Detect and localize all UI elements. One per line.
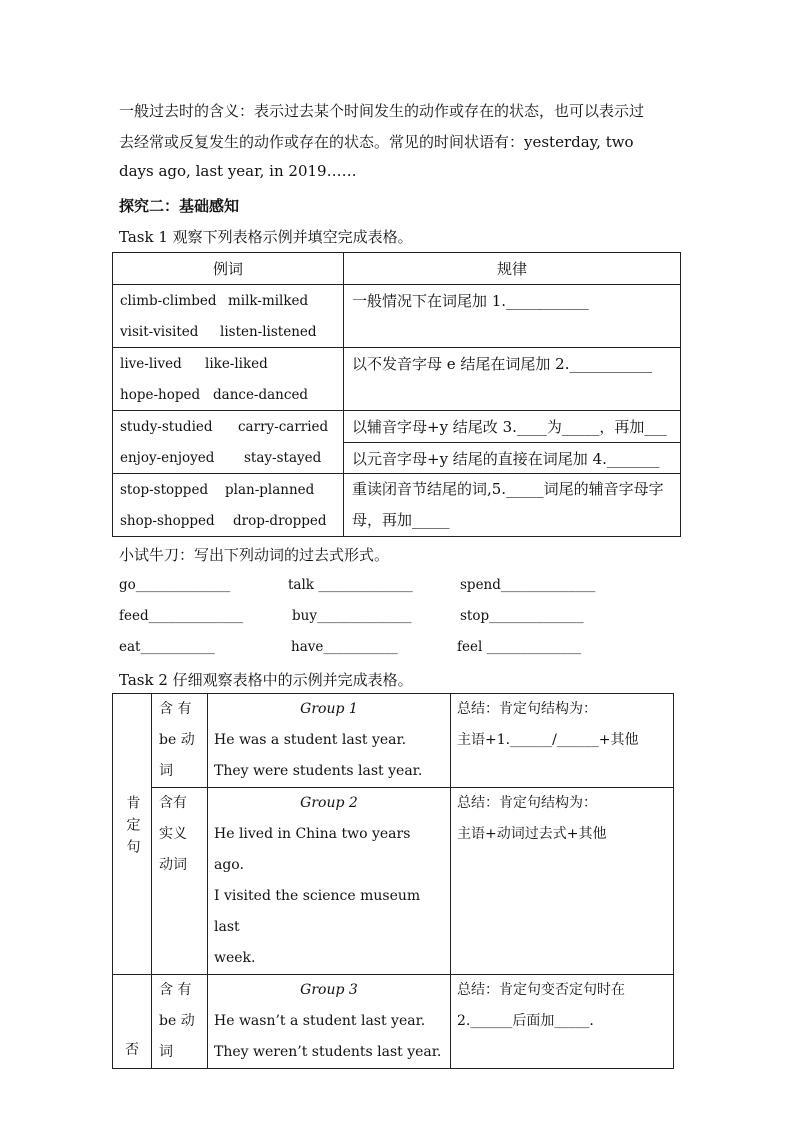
example-sentence: They weren’t students last year. — [214, 1044, 442, 1060]
table-row — [113, 694, 674, 788]
practice-item: talk ______________ — [288, 577, 413, 593]
task2-table — [112, 693, 674, 1069]
task2-title: Task 2 仔细观察表格中的示例并完成表格。 — [119, 671, 413, 689]
word-pair: drop-dropped — [233, 512, 327, 529]
category-line: 含有 — [159, 795, 187, 811]
section-heading: 探究二：基础感知 — [119, 197, 240, 215]
word-pair: enjoy-enjoyed — [120, 449, 215, 466]
rule-3: 以辅音字母+y 结尾改 3.____为_____，再加___ — [344, 411, 680, 443]
example-sentence: He wasn’t a student last year. — [214, 1013, 426, 1029]
table-row — [113, 788, 674, 975]
practice-item: feed______________ — [119, 608, 244, 624]
practice-item: eat___________ — [119, 639, 215, 655]
category-line: 含 有 — [159, 982, 192, 998]
table-row — [113, 411, 681, 474]
word-pair: study-studied — [120, 418, 213, 435]
group-label: Group 1 — [300, 701, 358, 717]
example-sentence: week. — [214, 950, 256, 966]
example-sentence: He lived in China two years ago. — [214, 826, 411, 873]
group-label: Group 2 — [300, 795, 358, 811]
word-pair: visit-visited — [120, 323, 199, 340]
table-row — [113, 285, 681, 348]
table-row — [113, 975, 674, 1069]
rule-4: 以元音字母+y 结尾的直接在词尾加 4._______ — [352, 449, 660, 468]
category-line: 动词 — [159, 857, 187, 873]
header-examples: 例词 — [113, 253, 344, 285]
side-label: 否 — [125, 1042, 139, 1058]
table-row — [113, 348, 681, 411]
example-sentence: I visited the science museum last — [214, 888, 421, 935]
practice-title: 小试牛刀：写出下列动词的过去式形式。 — [119, 546, 390, 564]
negative-label — [113, 975, 152, 1069]
word-pair: plan-planned — [225, 481, 315, 498]
word-pair: carry-carried — [238, 418, 329, 435]
rule-2: 以不发音字母 e 结尾在词尾加 2.___________ — [352, 355, 652, 373]
intro-line-3: days ago, last year, in 2019…… — [119, 162, 357, 180]
summary-line: 2.______后面加_____. — [457, 1013, 594, 1029]
summary-line: 总结：肯定句结构为： — [457, 795, 597, 811]
word-pair: shop-shopped — [120, 512, 215, 529]
example-sentence: They were students last year. — [214, 763, 423, 779]
word-pair: stop-stopped — [120, 481, 209, 498]
word-pair: live-lived — [120, 355, 182, 372]
category-line: be 动 — [159, 1013, 195, 1029]
intro-line-1: 一般过去时的含义：表示过去某个时间发生的动作或存在的状态，也可以表示过 — [119, 102, 645, 120]
practice-item: have___________ — [291, 639, 398, 655]
practice-item: stop______________ — [460, 608, 584, 624]
summary-line: 总结：肯定句变否定句时在 — [457, 982, 625, 998]
word-pair: hope-hoped — [120, 386, 201, 403]
category-line: 词 — [159, 1044, 173, 1060]
summary-line: 主语+动词过去式+其他 — [457, 826, 607, 842]
example-sentence: He was a student last year. — [214, 732, 407, 748]
summary-line: 总结：肯定句结构为： — [457, 701, 597, 717]
intro-line-2: 去经常或反复发生的动作或存在的状态。常见的时间状语有：yesterday, two — [119, 133, 634, 151]
header-rules: 规律 — [344, 253, 681, 285]
side-label: 肯定句 — [124, 795, 141, 861]
group-label: Group 3 — [300, 982, 358, 998]
table-row — [113, 474, 681, 537]
summary-line: 主语+1.______/______+其他 — [457, 732, 639, 748]
task1-title: Task 1 观察下列表格示例并填空完成表格。 — [119, 228, 413, 246]
category-line: 含 有 — [159, 701, 192, 717]
category-line: 词 — [159, 763, 173, 779]
affirmative-label — [113, 694, 152, 975]
task1-table — [112, 252, 681, 537]
practice-item: go______________ — [119, 577, 231, 593]
practice-item: spend______________ — [460, 577, 596, 593]
word-pair: stay-stayed — [244, 449, 322, 466]
word-pair: listen-listened — [220, 323, 317, 340]
rule-5: 重读闭音节结尾的词,5._____词尾的辅音字母字母，再加_____ — [352, 480, 664, 529]
word-pair: dance-danced — [213, 386, 309, 403]
word-pair: climb-climbed — [120, 292, 217, 309]
category-line: 实义 — [159, 826, 187, 842]
category-line: be 动 — [159, 732, 195, 748]
rule-1: 一般情况下在词尾加 1.___________ — [352, 292, 589, 310]
word-pair: milk-milked — [228, 292, 309, 309]
practice-item: buy______________ — [292, 608, 412, 624]
word-pair: like-liked — [205, 355, 268, 372]
practice-item: feel ______________ — [457, 639, 582, 655]
